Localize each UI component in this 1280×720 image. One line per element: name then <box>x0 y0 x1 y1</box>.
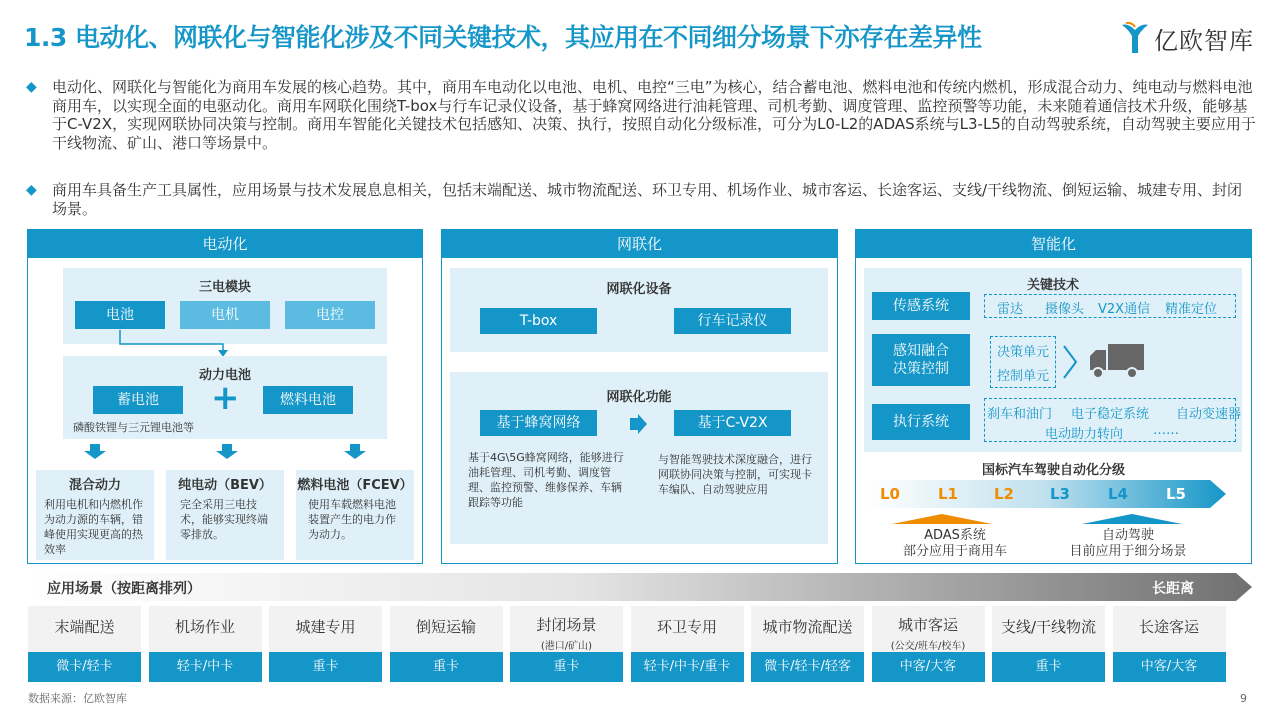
tech-radar: 雷达 <box>997 302 1024 317</box>
panel-connectivity-header: 网联化 <box>442 230 837 258</box>
scenario-vehicles: 中客/大客 <box>1113 652 1226 682</box>
battery-title: 动力电池 <box>198 368 251 383</box>
row-execution-items <box>984 398 1242 442</box>
bullet-1-text: 电动化、网联化与智能化为商用车发展的核心趋势。其中，商用车电动化以电池、电机、电控“三电”为核心，结合蓄电池、燃料电池和传统内燃机，形成混合动力、纯电动与燃料电池商用车，以实现全面的电驱动化。商用车网联化围绕T-box与行车记录仪设备，基于蜂窝网络进行油耗管理、司机考勤、调度管理、监控预警等功能，未来随着通信技术升级，能够基于C-V2X，实现网联协同决策与控制。商用车智能化关键技术包括感知、决策、执行，按照自动化分级标准，可分为L0-L2的ADAS系统与L3-L5的自动驾驶系统，自动驾驶主要应用于干线物流、矿山、港口等场景中。 <box>52 78 1256 152</box>
card-fcev <box>296 470 414 560</box>
autonomous-label <box>1048 528 1208 560</box>
bullet-2-text: 商用车具备生产工具属性，应用场景与技术发展息息相关，包括末端配送、城市物流配送、环卫专用、机场作业、城市客运、长途客运、支线/干线物流、倒短运输、城建专用、封闭场景。 <box>52 181 1243 218</box>
tech-camera: 摄像头 <box>1045 302 1085 317</box>
scenario-name: 支线/干线物流 <box>1000 618 1097 636</box>
down-arrow-icon <box>84 444 106 459</box>
level-l1: L1 <box>938 485 958 503</box>
scenario-name: 城建专用 <box>295 618 356 636</box>
scenario-vehicles: 中客/大客 <box>872 652 985 682</box>
level-l4: L4 <box>1108 485 1128 503</box>
panel-intelligence-header: 智能化 <box>856 230 1251 258</box>
tech-positioning: 精准定位 <box>1165 302 1218 317</box>
card-bev-desc: 完全采用三电技术，能够实现终端零排放。 <box>180 498 268 541</box>
tech-esc: 电子稳定系统 <box>1071 407 1150 422</box>
card-hybrid <box>36 470 154 560</box>
battery-storage: 蓄电池 <box>93 386 183 414</box>
scenario-name: 环卫专用 <box>656 618 717 636</box>
autonomous-title: 自动驾驶 <box>1101 528 1154 543</box>
scenario-name: 倒短运输 <box>415 618 476 636</box>
autonomous-desc: 目前应用于细分场景 <box>1069 544 1187 559</box>
tech-ellipsis: …… <box>1153 423 1179 438</box>
module-controller: 电控 <box>285 301 375 329</box>
data-source: 数据来源：亿欧智库 <box>28 692 127 705</box>
row-decision-items <box>990 336 1056 388</box>
card-hybrid-title: 混合动力 <box>68 478 121 493</box>
down-arrow-icon <box>344 444 366 459</box>
scenario-card <box>510 606 623 682</box>
module-motor: 电机 <box>180 301 270 329</box>
network-function-box <box>450 372 828 544</box>
device-tbox: T-box <box>480 308 597 334</box>
scenario-name: 城市物流配送 <box>762 618 853 636</box>
function-cv2x: 基于C-V2X <box>674 410 791 436</box>
card-bev <box>166 470 284 560</box>
scenario-name: 封闭场景 <box>536 616 597 634</box>
scenario-vehicles: 重卡 <box>390 652 503 682</box>
row-execution-label: 执行系统 <box>872 404 970 440</box>
function-cellular: 基于蜂窝网络 <box>480 410 597 436</box>
adas-title: ADAS系统 <box>924 528 986 543</box>
plus-icon: + <box>211 378 240 418</box>
diamond-icon: ◆ <box>26 182 37 198</box>
level-l3: L3 <box>1050 485 1070 503</box>
panel-intelligence <box>855 229 1252 564</box>
power-battery-box <box>63 356 387 439</box>
scenario-name: 长途客运 <box>1138 618 1199 636</box>
row-sensing-label: 传感系统 <box>872 292 970 320</box>
scenario-card <box>269 606 382 682</box>
logo-text: 亿欧智库 <box>1154 26 1254 55</box>
row-sensing-items <box>984 294 1236 318</box>
panel-electrification <box>27 229 423 564</box>
scenario-card <box>751 606 864 682</box>
function-cv2x-desc: 与智能驾驶技术深度融合，进行网联协同决策与控制，可实现卡车编队、自动驾驶应用 <box>658 453 812 496</box>
level-l0: L0 <box>880 485 900 503</box>
scenario-card <box>631 606 744 682</box>
scenario-vehicles: 微卡/轻卡/轻客 <box>751 652 864 682</box>
battery-fuel-cell: 燃料电池 <box>263 386 353 414</box>
device-title: 网联化设备 <box>606 282 672 297</box>
adas-desc: 部分应用于商用车 <box>902 544 1007 559</box>
scenario-card <box>872 606 985 682</box>
device-recorder: 行车记录仪 <box>674 308 791 334</box>
bullet-2 <box>26 181 1256 218</box>
row-decision-label: 感知融合 决策控制 <box>872 334 970 386</box>
module-battery: 电池 <box>75 301 165 329</box>
scenario-subtitle: (公交/班车/校车) <box>890 641 966 652</box>
logo <box>1120 20 1254 56</box>
long-distance-label: 长距离 <box>1152 581 1194 597</box>
scenario-vehicles: 轻卡/中卡/重卡 <box>631 652 744 682</box>
adas-marker-icon <box>892 514 992 524</box>
logo-mark-icon <box>1120 21 1150 55</box>
scenario-name: 机场作业 <box>174 618 235 636</box>
scenario-card <box>992 606 1105 682</box>
scenario-card <box>1113 606 1226 682</box>
page-title: 1.3 电动化、网联化与智能化涉及不同关键技术，其应用在不同细分场景下亦存在差异性 <box>24 23 982 52</box>
scenario-vehicles: 轻卡/中卡 <box>149 652 262 682</box>
tech-auto-trans: 自动变速器 <box>1176 407 1242 422</box>
scenario-subtitle: (港口/矿山) <box>540 641 593 652</box>
scenario-title: 应用场景（按距离排列） <box>47 581 201 597</box>
right-arrow-icon <box>630 414 648 434</box>
panel-connectivity <box>441 229 838 564</box>
tech-v2x: V2X通信 <box>1098 302 1151 317</box>
key-tech-box <box>864 268 1242 452</box>
page-number: 9 <box>1240 692 1247 705</box>
card-fcev-title: 燃料电池（FCEV） <box>297 478 413 493</box>
scenario-name: 城市客运 <box>897 616 958 634</box>
function-cellular-desc: 基于4G\5G蜂窝网络，能够进行油耗管理、司机考勤、调度管理、监控预警、维修保养、车辆跟踪等功能 <box>468 451 624 509</box>
scenario-vehicles: 微卡/轻卡 <box>28 652 141 682</box>
truck-icon <box>1088 342 1146 382</box>
tech-brake-throttle: 刹车和油门 <box>987 407 1053 422</box>
level-title: 国标汽车驾驶自动化分级 <box>981 463 1125 478</box>
adas-label <box>880 528 1030 560</box>
scenario-card <box>28 606 141 682</box>
scenario-vehicles: 重卡 <box>269 652 382 682</box>
module-title: 三电模块 <box>198 280 251 295</box>
down-arrow-icon <box>216 444 238 459</box>
scenario-name: 末端配送 <box>54 618 115 636</box>
card-bev-title: 纯电动（BEV） <box>178 478 272 493</box>
level-range-markers <box>886 514 1226 526</box>
key-tech-title: 关键技术 <box>1026 278 1079 293</box>
tech-control-unit: 控制单元 <box>997 369 1050 384</box>
panel-electrification-header: 电动化 <box>28 230 422 258</box>
down-arrows <box>28 444 424 462</box>
tech-decision-unit: 决策单元 <box>997 345 1050 360</box>
network-device-box <box>450 268 828 352</box>
scenario-card <box>390 606 503 682</box>
level-l2: L2 <box>994 485 1014 503</box>
function-title: 网联化功能 <box>606 390 672 405</box>
scenario-vehicles: 重卡 <box>992 652 1105 682</box>
auto-marker-icon <box>1082 514 1182 524</box>
bullet-1 <box>26 78 1256 152</box>
scenario-vehicles: 重卡 <box>510 652 623 682</box>
level-l5: L5 <box>1166 485 1186 503</box>
scenario-card <box>149 606 262 682</box>
chevron-right-icon <box>1062 344 1078 380</box>
card-fcev-desc: 使用车载燃料电池装置产生的电力作为动力。 <box>308 498 396 541</box>
card-hybrid-desc: 利用电机和内燃机作为动力源的车辆，错峰使用实现更高的热效率 <box>44 498 143 556</box>
level-arrow <box>866 480 1226 508</box>
tech-eps: 电动助力转向 <box>1045 427 1124 442</box>
diamond-icon: ◆ <box>26 79 37 95</box>
battery-note: 磷酸铁锂与三元锂电池等 <box>73 421 194 434</box>
scenario-bar <box>28 573 1252 601</box>
